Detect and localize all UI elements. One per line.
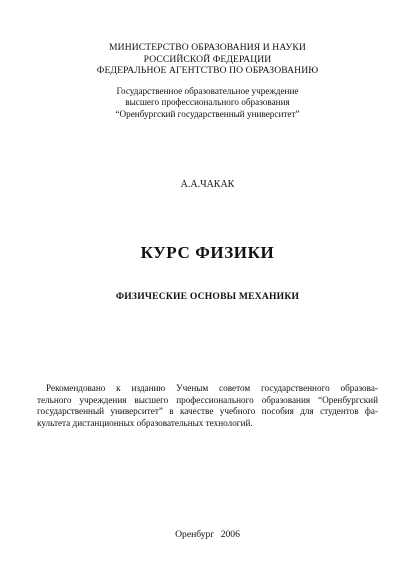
book-title: КУРС ФИЗИКИ [140,243,275,262]
institution-line: высшего профессионального образования [125,97,290,108]
book-subtitle: ФИЗИЧЕСКИЕ ОСНОВЫ МЕХАНИКИ [115,291,300,302]
ministry-line: МИНИСТЕРСТВО ОБРАЗОВАНИЯ И НАУКИ [109,42,306,53]
recommendation-line: Рекомендовано к изданию Ученым советом государственного образова- [46,383,378,393]
imprint-year: 2006 [220,529,240,540]
institution-header [0,86,415,120]
recommendation-line: государственный университет” в качестве учебного пособия для студентов фа- [37,406,378,417]
institution-line: “Оренбургский государственный университет” [115,108,300,119]
recommendation-line: тельного учреждения высшего профессионального образования “Оренбургский [37,394,378,405]
ministry-line: РОССИЙСКОЙ ФЕДЕРАЦИИ [143,53,272,65]
imprint [0,529,415,541]
ministry-header [0,42,415,77]
author-name: А.А.ЧАКАК [180,179,235,190]
imprint-city: Оренбург [175,529,215,540]
ministry-line: ФЕДЕРАЛЬНОЕ АГЕНТСТВО ПО ОБРАЗОВАНИЮ [96,65,319,76]
institution-line: Государственное образовательное учреждение [116,86,299,96]
recommendation-line: культета дистанционных образовательных технологий. [37,417,253,428]
recommendation-paragraph [37,383,378,429]
